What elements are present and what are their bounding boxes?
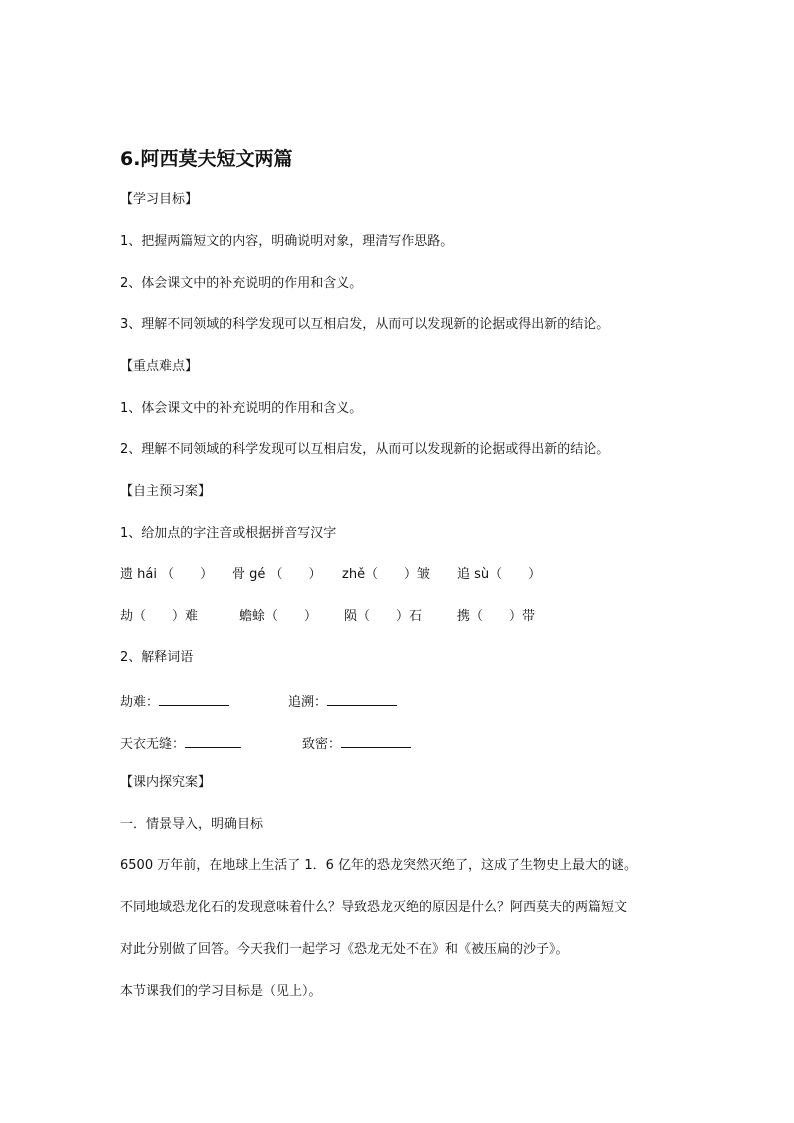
- part-1-heading: 一．情景导入，明确目标: [120, 817, 264, 832]
- term-jienan: [120, 691, 229, 712]
- term-zhimi: [302, 733, 411, 754]
- pinyin-item: 劫（ ）难: [120, 609, 199, 624]
- page-title: 6.阿西莫夫短文两篇: [120, 148, 293, 170]
- goal-item-2: 2、体会课文中的补充说明的作用和含义。: [120, 276, 363, 291]
- paragraph-line: 对此分别做了回答。今天我们一起学习《恐龙无处不在》和《被压扁的沙子》。: [120, 942, 569, 957]
- paragraph-line: 不同地域恐龙化石的发现意味着什么？导致恐龙灭绝的原因是什么？阿西莫夫的两篇短文: [120, 900, 628, 915]
- goals-header: 【学习目标】: [120, 192, 199, 207]
- goal-item-3: 3、理解不同领域的科学发现可以互相启发，从而可以发现新的论据或得出新的结论。: [120, 317, 610, 332]
- key-item-2: 2、理解不同领域的科学发现可以互相启发，从而可以发现新的论据或得出新的结论。: [120, 442, 610, 457]
- term-label: 劫难：: [120, 695, 160, 710]
- pinyin-item: 追 sù（ ）: [457, 567, 542, 582]
- term-zhuisu: [288, 691, 397, 712]
- pinyin-item: 骨 gé （ ）: [232, 567, 322, 582]
- answer-blank[interactable]: [341, 733, 411, 748]
- term-label: 天衣无缝：: [120, 737, 186, 752]
- pinyin-item: 遗 hái （ ）: [120, 567, 214, 582]
- preview-question-1: 1、给加点的字注音或根据拼音写汉字: [120, 526, 337, 541]
- term-label: 致密：: [302, 737, 342, 752]
- answer-blank[interactable]: [327, 691, 397, 706]
- term-label: 追溯：: [288, 695, 328, 710]
- pinyin-item: 携（ ）带: [457, 609, 536, 624]
- preview-question-2: 2、解释词语: [120, 650, 194, 665]
- term-tianyiwufeng: [120, 733, 241, 754]
- pinyin-item: 蟾蜍（ ）: [239, 609, 318, 624]
- preview-header: 【自主预习案】: [120, 484, 212, 499]
- inclass-header: 【课内探究案】: [120, 775, 212, 790]
- key-header: 【重点难点】: [120, 359, 199, 374]
- paragraph-line: 6500 万年前，在地球上生活了 1．6 亿年的恐龙突然灭绝了，这成了生物史上最大的谜。: [120, 858, 638, 873]
- key-item-1: 1、体会课文中的补充说明的作用和含义。: [120, 401, 363, 416]
- answer-blank[interactable]: [159, 691, 229, 706]
- goal-item-1: 1、把握两篇短文的内容，明确说明对象，理清写作思路。: [120, 234, 454, 249]
- pinyin-item: 陨（ ）石: [344, 609, 423, 624]
- paragraph-line: 本节课我们的学习目标是（见上）。: [120, 984, 322, 999]
- answer-blank[interactable]: [185, 733, 241, 748]
- pinyin-item: zhě（ ）皱: [342, 567, 431, 582]
